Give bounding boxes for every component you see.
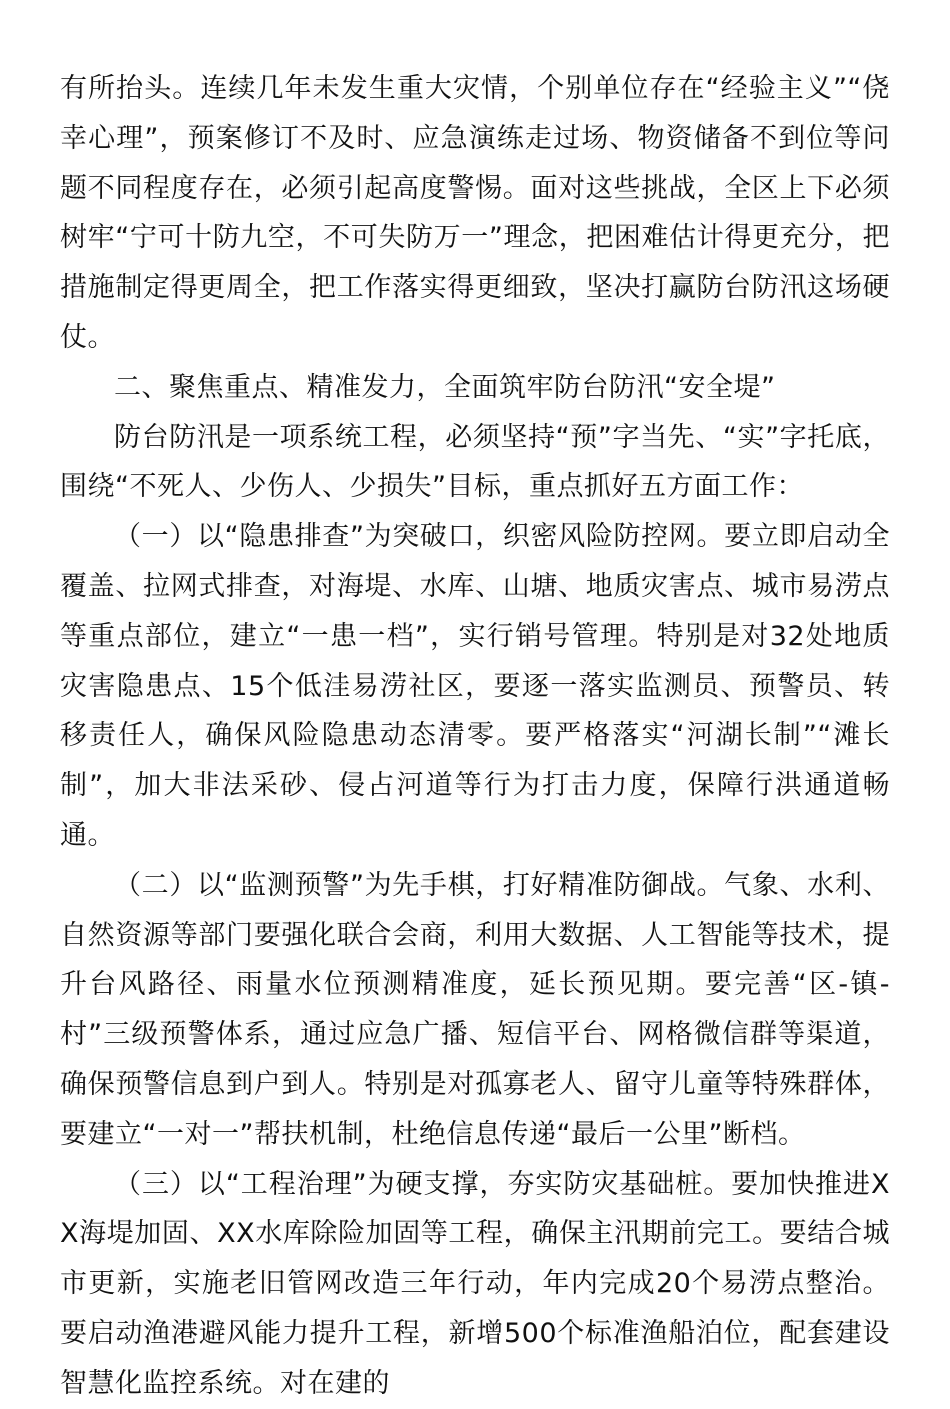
paragraph-continuation: 有所抬头。连续几年未发生重大灾情，个别单位存在“经验主义”“侥幸心理”，预案修订不及时、应急演练走过场、物资储备不到位等问题不同程度存在，必须引起高度警惕。面对这些挑战，全区上下必须树牢“宁可十防九空，不可失防万一”理念，把困难估计得更充分，把措施制定得更周全，把工作落实得更细致，坚决打赢防台防汛这场硬仗。 [60, 73, 890, 353]
paragraph-item-1: （一）以“隐患排查”为突破口，织密风险防控网。要立即启动全覆盖、拉网式排查，对海堤、水库、山塘、地质灾害点、城市易涝点等重点部位，建立“一患一档”，实行销号管理。特别是对32处地质灾害隐患点、15个低洼易涝社区，要逐一落实监测员、预警员、转移责任人，确保风险隐患动态清零。要严格落实“河湖长制”“滩长制”，加大非法采砂、侵占河道等行为打击力度，保障行洪通道畅通。 [60, 521, 890, 851]
document-body [60, 64, 890, 1409]
paragraph-item-2: （二）以“监测预警”为先手棋，打好精准防御战。气象、水利、自然资源等部门要强化联合会商，利用大数据、人工智能等技术，提升台风路径、雨量水位预测精准度，延长预见期。要完善“区-镇-村”三级预警体系，通过应急广播、短信平台、网格微信群等渠道，确保预警信息到户到人。特别是对孤寡老人、留守儿童等特殊群体，要建立“一对一”帮扶机制，杜绝信息传递“最后一公里”断档。 [60, 869, 890, 1150]
paragraph-intro: 防台防汛是一项系统工程，必须坚持“预”字当先、“实”字托底，围绕“不死人、少伤人、少损失”目标，重点抓好五方面工作： [60, 421, 890, 503]
section-heading: 二、聚焦重点、精准发力，全面筑牢防台防汛“安全堤” [114, 371, 776, 403]
paragraph-item-3: （三）以“工程治理”为硬支撑，夯实防灾基础桩。要加快推进XX海堤加固、XX水库除险加固等工程，确保主汛期前完工。要结合城市更新，实施老旧管网改造三年行动，年内完成20个易涝点整治。要启动渔港避风能力提升工程，新增500个标准渔船泊位，配套建设智慧化监控系统。对在建的 [60, 1168, 890, 1399]
